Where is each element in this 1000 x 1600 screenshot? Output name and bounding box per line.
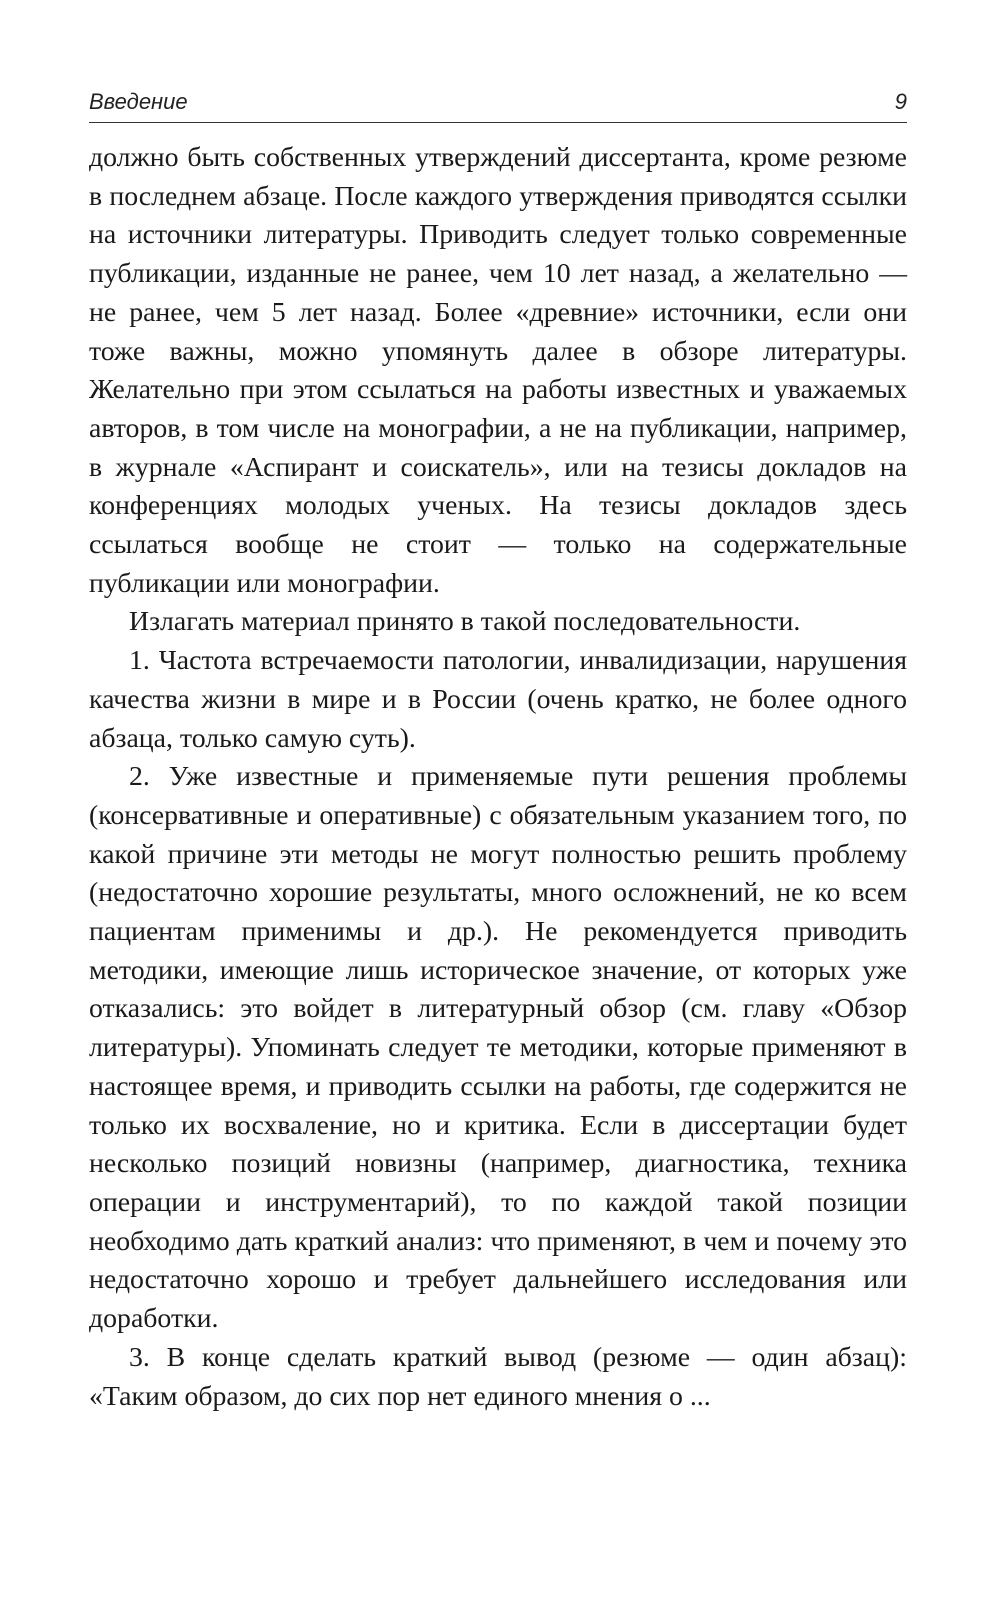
paragraph-intro-sequence: Излагать материал принято в такой последовательности. <box>129 606 801 638</box>
body-text <box>89 139 907 1416</box>
section-title: Введение <box>89 89 188 114</box>
running-head <box>89 88 907 123</box>
paragraph-continuation: должно быть собственных утверждений диссертанта, кроме резюме в последнем абзаце. После каждого утверждения приводятся ссылки на источники литературы. Приводить следует только современные публикации, изданные не ранее, чем 10 лет назад, а желательно — не ранее, чем 5 лет назад. Более «древние» источники, если они тоже важны, можно упомянуть далее в обзоре литературы. Желательно при этом ссылаться на работы известных и уважаемых авторов, в том числе на монографии, а не на публикации, например, в журнале «Аспирант и соискатель», или на тезисы докладов на конференциях молодых ученых. На тезисы докладов здесь ссылаться вообще не стоит — только на содержательные публикации или монографии. <box>89 142 907 599</box>
page-number: 9 <box>894 89 907 114</box>
paragraph-item-3: 3. В конце сделать краткий вывод (резюме — один абзац): «Таким образом, до сих пор нет единого мнения о ... <box>89 1341 907 1412</box>
paragraph-item-2: 2. Уже известные и применяемые пути решения проблемы (консервативные и оперативные) с обязательным указанием того, по какой причине эти методы не могут полностью решить проблему (недостаточно хорошие результаты, много осложнений, не ко всем пациентам применимы и др.). Не рекомендуется приводить методики, имеющие лишь историческое значение, от которых уже отказались: это войдет в литературный обзор (см. главу «Обзор литературы). Упоминать следует те методики, которые применяют в настоящее время, и приводить ссылки на работы, где содержится не только их восхваление, но и критика. Если в диссертации будет несколько позиций новизны (например, диагностика, техника операции и инструментарий), то по каждой такой позиции необходимо дать краткий анализ: что применяют, в чем и почему это недостаточно хорошо и требует дальнейшего исследования или доработки. <box>89 761 907 1335</box>
book-page <box>89 88 907 1416</box>
paragraph-item-1: 1. Частота встречаемости патологии, инвалидизации, нарушения качества жизни в мире и в России (очень кратко, не более одного абзаца, только самую суть). <box>89 645 907 754</box>
